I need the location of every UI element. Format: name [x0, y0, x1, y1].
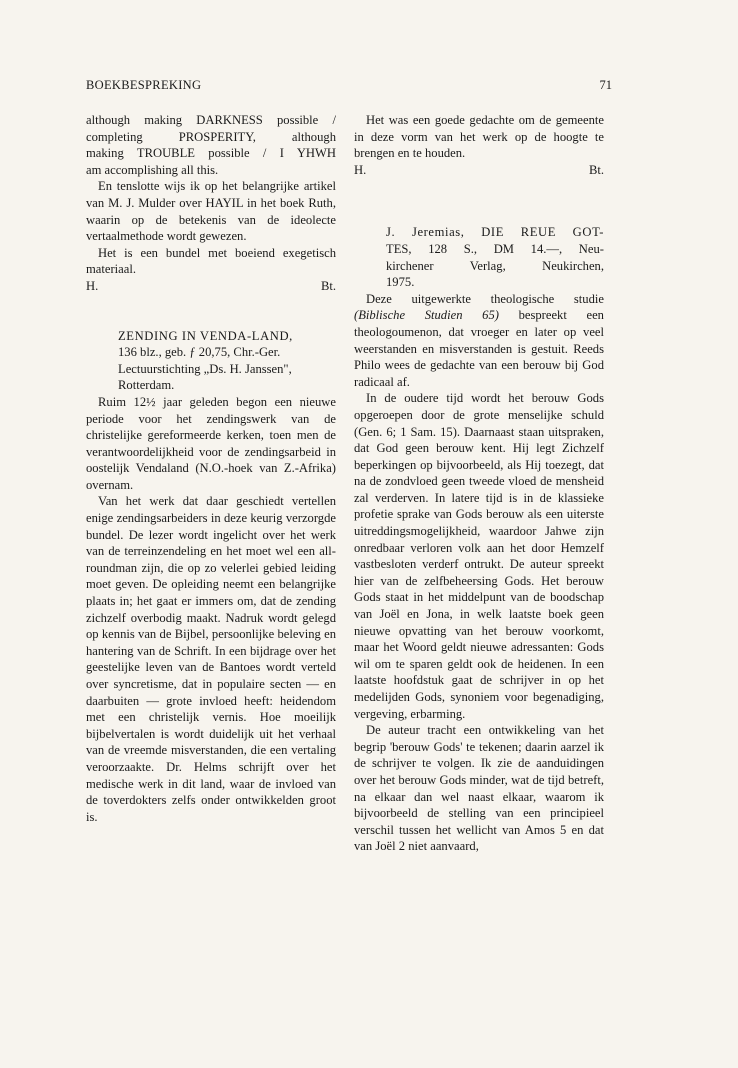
review-meta: 136 blz., geb. ƒ 20,75, Chr.-Ger. — [118, 345, 281, 360]
review-meta: Rotterdam. — [118, 378, 175, 393]
paragraph-werk: Van het werk dat daar geschiedt vertellen enige zendingsarbeiders in deze keurig verzorgde bundel. De lezer wordt ingelicht over het werk van de terreinzendeling en het moet wel een all-roundman zijn, die op zo velerlei gebied leiding moet geven. De opleiding neemt een belangrijke plaats in; het gaat er immers om, dat de zending zichzelf overbodig maakt. Nadruk wordt gelegd op kennis van de Bijbel, persoonlijke beleving en hantering van de Schrift. In een bijdrage over het geestelijke leven van de Bantoes wordt verteld over syncretisme, dat in populaire secten — en daarbuiten — grote invloed heeft: heidendom met een christelijk vernis. Hoe moeilijk bijbelvertalen is wordt duidelijk uit het verhaal van de vreemde misverstanden, die een vertaling veroorzaakte. Dr. Helms schrijft over het medische werk in dit land, waar de invloed van de toverdokters zelfs onder ontwikkelden groot is. — [86, 494, 336, 824]
left-column — [86, 112, 336, 825]
paragraph-bundel: Het is een bundel met boeiend exegetisch materiaal. — [86, 245, 336, 277]
review-title: J. Jeremias, DIE REUE GOT- — [386, 225, 604, 240]
review-meta: kirchener Verlag, Neukirchen, — [386, 258, 604, 273]
paragraph-ruim: Ruim 12½ jaar geleden begon een nieuwe periode voor het zendingswerk van de christelijke gereformeerde kerken, toen men de verantwoordelijkheid voor de zendingsarbeid in oostelijk Vendaland (N.O.-hoek van Z.-Afrika) overnam. — [86, 394, 336, 492]
review-meta: Lectuurstichting „Ds. H. Janssen", — [118, 361, 292, 376]
signature — [354, 162, 604, 179]
paragraph-auteur: De auteur tracht een ontwikkeling van het begrip 'berouw Gods' te tekenen; daarin aarzel ik de schrijver te volgen. Ik zie de aanduidingen over het berouw Gods minder, wat de tijd betreft, na elkaar dan wel naast elkaar, waarom ik bijvoorbeeld de stelling van een principieel verschil tussen het wellicht van Amos 5 en dat van Joël 2 niet aanvaard, — [354, 723, 604, 854]
review-heading-zending — [118, 328, 336, 394]
intro-line-last: am accomplishing all this. — [86, 162, 219, 177]
signature-initial: H. — [354, 162, 367, 177]
intro-line: completing PROSPERITY, although — [86, 129, 336, 144]
series-title: (Biblische Studien 65) — [354, 308, 499, 323]
paragraph-uitgewerkte-start: Deze uitgewerkte theologische studie — [366, 291, 604, 306]
paragraph-uitgewerkte — [354, 291, 604, 391]
page-number: 71 — [599, 78, 612, 92]
review-meta: TES, 128 S., DM 14.—, Neu- — [386, 241, 604, 256]
review-meta: 1975. — [386, 275, 415, 290]
signature-reviewer: Bt. — [588, 162, 604, 177]
signature — [86, 278, 336, 295]
paragraph-uitgewerkte-rest: bespreekt een theologoumenon, dat vroeger en later op veel weerstanden en misverstanden is gestuit. Reeds Philo wees de gedachte van een berouw bij God radicaal af. — [354, 308, 604, 389]
paragraph-mulder: En tenslotte wijs ik op het belangrijke artikel van M. J. Mulder over HAYIL in het boek Ruth, waarin op de betekenis van de ideolecte vertaalmethode wordt gewezen. — [86, 179, 336, 244]
paragraph-gemeente: Het was een goede gedachte om de gemeente in deze vorm van het werk op de hoogte te brengen en te houden. — [354, 113, 604, 161]
review-heading-jeremias — [386, 224, 604, 290]
signature-initial: H. — [86, 278, 99, 293]
right-column — [354, 112, 604, 855]
running-title: BOEKBESPREKING — [86, 78, 202, 92]
paragraph-oudere: In de oudere tijd wordt het berouw Gods opgeroepen door de grote menselijke schuld (Gen. 6; 1 Sam. 15). Daarnaast staan uitspraken, dat God geen berouw kent. Hij legt Zichzelf beperkingen op bijvoorbeeld, als Hij toezegt, dat na de zondvloed geen tweede vloed de mensheid zal verderven. In latere tijd is in de klassieke profetie sprake van Gods berouw als een uiterste uitreddingsmogelijkheid, waardoor Jahwe zijn onredbaar verloren volk aan het door Hemzelf vastbesloten verderf ontrukt. De auteur spreekt hier van de zelfbeheersing Gods. Het berouw Gods staat in het middelpunt van de boodschap van Joël en Jona, in welk laatste boek geen nieuwe opvatting van het berouw voorkomt, maar het Woord geldt nieuwe adressanten: Gods wil om te sparen geldt ook de heidenen. In een laatste hoofdstuk gaat de schrijver in op het medelijden Gods, synoniem voor begenadiging, vergeving, erbarming. — [354, 391, 604, 721]
review-title: ZENDING IN VENDA-LAND, — [118, 328, 293, 343]
intro-line: although making DARKNESS possible / — [86, 113, 336, 127]
signature-reviewer: Bt. — [320, 278, 336, 293]
intro-line: making TROUBLE possible / I YHWH — [86, 146, 336, 161]
